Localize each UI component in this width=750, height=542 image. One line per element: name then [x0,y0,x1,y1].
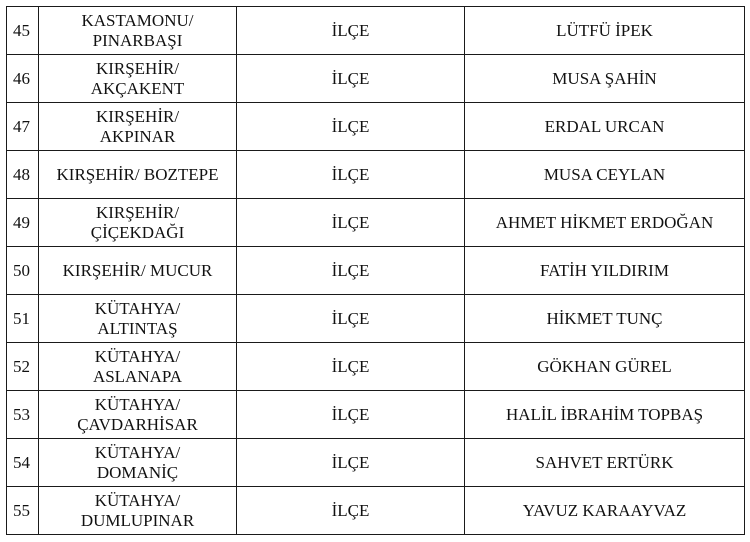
location-district: DOMANİÇ [96,462,179,482]
person-name-cell: LÜTFÜ İPEK [465,7,745,55]
row-number: 52 [7,343,39,391]
unit-type-cell: İLÇE [237,391,465,439]
person-name-cell: HİKMET TUNÇ [465,295,745,343]
table-row [7,199,745,247]
person-name-cell: MUSA ŞAHİN [465,55,745,103]
unit-type-cell: İLÇE [237,487,465,535]
location-cell [39,343,237,391]
location-district: DUMLUPINAR [80,510,195,530]
location-province: KIRŞEHİR/ MUCUR [62,260,213,280]
location-province: KIRŞEHİR/ [95,106,180,126]
location-cell [39,295,237,343]
row-number: 46 [7,55,39,103]
location-cell [39,487,237,535]
location-district: ÇİÇEKDAĞI [90,222,185,242]
person-name-cell: MUSA CEYLAN [465,151,745,199]
table-row [7,439,745,487]
table-row [7,295,745,343]
person-name-cell: HALİL İBRAHİM TOPBAŞ [465,391,745,439]
location-cell [39,439,237,487]
row-number: 49 [7,199,39,247]
unit-type-cell: İLÇE [237,199,465,247]
location-province: KIRŞEHİR/ BOZTEPE [56,164,219,184]
location-cell [39,103,237,151]
location-district: AKÇAKENT [90,78,185,98]
unit-type-cell: İLÇE [237,7,465,55]
unit-type-cell: İLÇE [237,439,465,487]
unit-type-cell: İLÇE [237,103,465,151]
row-number: 51 [7,295,39,343]
location-cell [39,7,237,55]
unit-type-cell: İLÇE [237,247,465,295]
unit-type-cell: İLÇE [237,343,465,391]
person-name-cell: SAHVET ERTÜRK [465,439,745,487]
row-number: 50 [7,247,39,295]
location-cell [39,55,237,103]
person-name-cell: AHMET HİKMET ERDOĞAN [465,199,745,247]
table-row [7,7,745,55]
table-row [7,55,745,103]
location-province: KÜTAHYA/ [94,346,181,366]
table-row [7,391,745,439]
location-district: ÇAVDARHİSAR [77,414,198,434]
location-province: KASTAMONU/ [81,10,194,30]
table-row [7,151,745,199]
location-province: KÜTAHYA/ [94,490,181,510]
person-name-cell: FATİH YILDIRIM [465,247,745,295]
location-province: KÜTAHYA/ [94,394,181,414]
unit-type-cell: İLÇE [237,151,465,199]
table-row [7,487,745,535]
location-province: KIRŞEHİR/ [95,58,180,78]
person-name-cell: YAVUZ KARAAYVAZ [465,487,745,535]
row-number: 53 [7,391,39,439]
appointments-table [6,6,745,535]
location-province: KIRŞEHİR/ [95,202,180,222]
row-number: 55 [7,487,39,535]
location-district: ASLANAPA [92,366,183,386]
location-cell [39,247,237,295]
location-cell [39,199,237,247]
row-number: 48 [7,151,39,199]
location-district: PINARBAŞI [92,30,183,50]
row-number: 54 [7,439,39,487]
location-province: KÜTAHYA/ [94,298,181,318]
location-province: KÜTAHYA/ [94,442,181,462]
location-district: ALTINTAŞ [97,318,178,338]
table-row [7,343,745,391]
location-district: AKPINAR [99,126,176,146]
row-number: 45 [7,7,39,55]
table-row [7,247,745,295]
unit-type-cell: İLÇE [237,55,465,103]
location-cell [39,391,237,439]
unit-type-cell: İLÇE [237,295,465,343]
person-name-cell: ERDAL URCAN [465,103,745,151]
person-name-cell: GÖKHAN GÜREL [465,343,745,391]
location-cell [39,151,237,199]
row-number: 47 [7,103,39,151]
table-row [7,103,745,151]
